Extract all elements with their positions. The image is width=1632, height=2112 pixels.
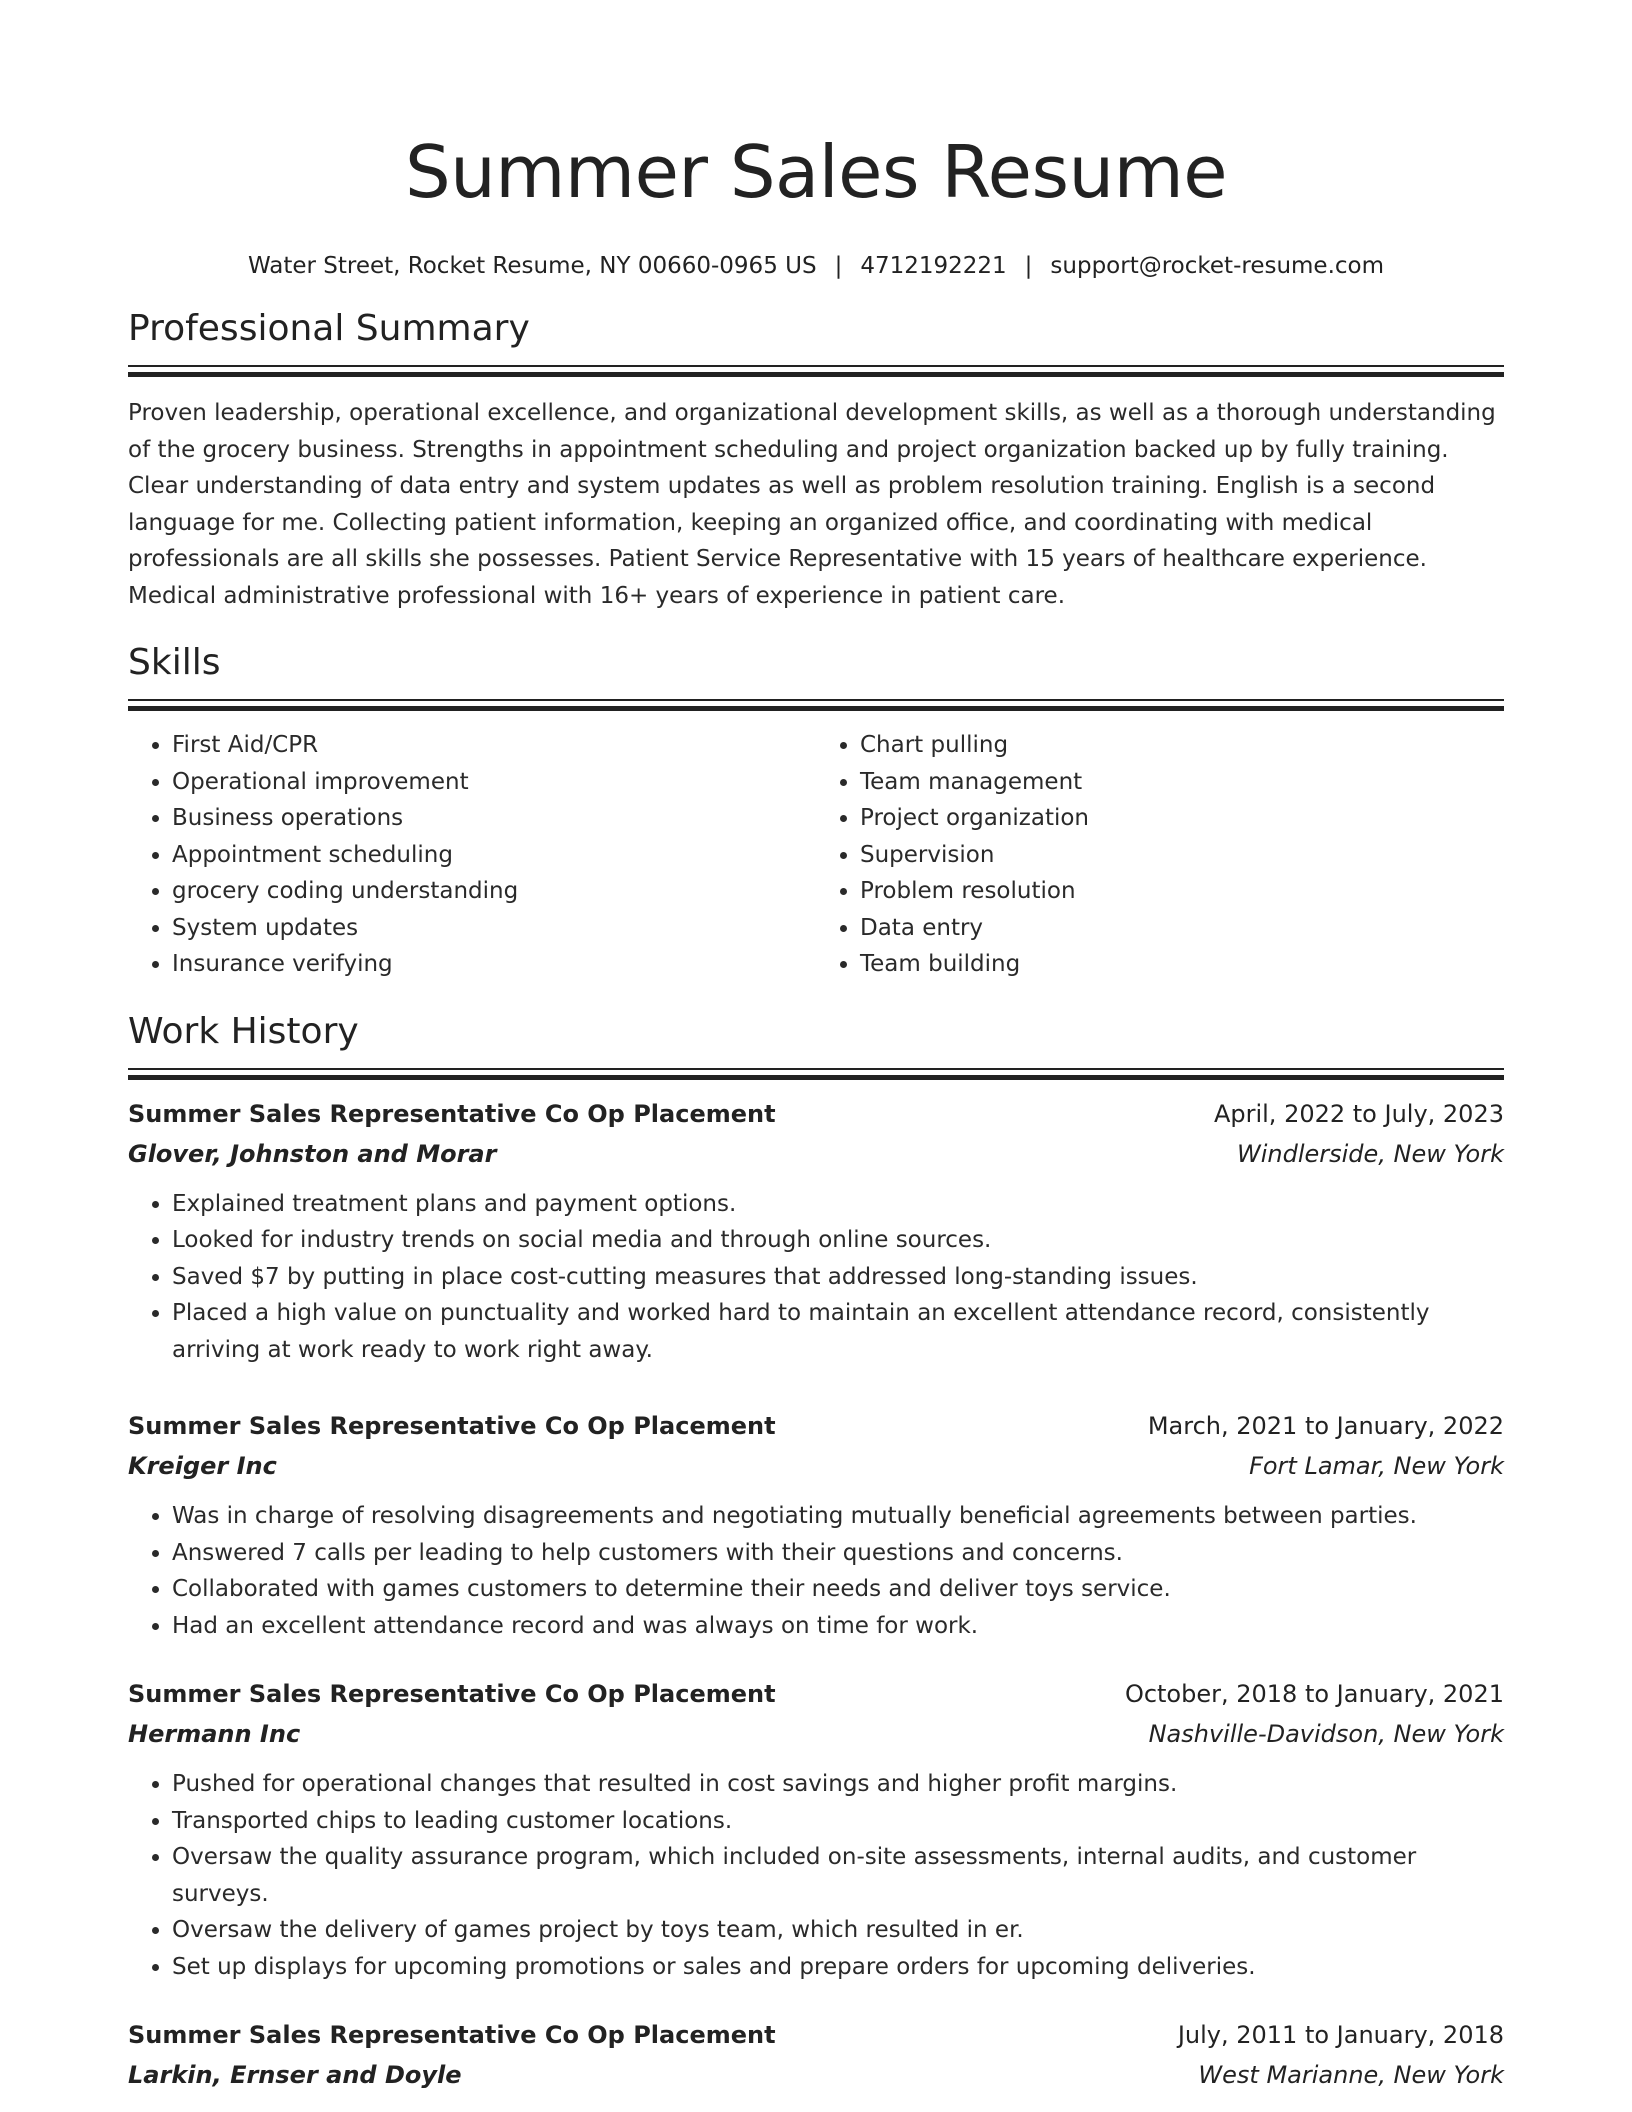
contact-separator: | bbox=[1024, 253, 1033, 279]
job-location: Fort Lamar, New York bbox=[1249, 1452, 1504, 1480]
skill-item: • grocery coding understanding bbox=[172, 873, 816, 910]
job-bullet-list bbox=[128, 1186, 1504, 1369]
job-bullet: • Was in charge of resolving disagreements and negotiating mutually beneficial agreements between parties. bbox=[172, 1498, 1504, 1535]
job-entry bbox=[128, 1674, 1504, 1985]
skill-item: • Operational improvement bbox=[172, 764, 816, 801]
job-bullet: • Looked for industry trends on social media and through online sources. bbox=[172, 1222, 1504, 1259]
job-company: Glover, Johnston and Morar bbox=[128, 1139, 497, 1168]
section-divider bbox=[128, 1068, 1504, 1080]
skill-item: • Data entry bbox=[860, 910, 1504, 947]
job-bullet: • Answered 7 calls per leading to help customers with their questions and concerns. bbox=[172, 1535, 1504, 1572]
summary-text: Proven leadership, operational excellence, and organizational development skills, as well as a thorough understanding of the grocery business. Strengths in appointment scheduling and project organization backed up by fully training. Clear understanding of data entry and system updates as well as problem resolution training. English is a second language for me. Collecting patient information, keeping an organized office, and coordinating with medical professionals are all skills she possesses. Patient Service Representative with 15 years of healthcare experience. Medical administrative professional with 16+ years of experience in patient care. bbox=[128, 400, 1496, 609]
resume-page bbox=[128, 0, 1504, 2095]
job-dates: March, 2021 to January, 2022 bbox=[1147, 1412, 1504, 1440]
job-company-row bbox=[128, 1446, 1504, 1486]
job-company-row bbox=[128, 1714, 1504, 1754]
contact-phone: 4712192221 bbox=[860, 253, 1007, 279]
work-history-section bbox=[128, 1008, 1504, 2096]
job-title: Summer Sales Representative Co Op Placement bbox=[128, 1680, 776, 1708]
skill-item: • Insurance verifying bbox=[172, 946, 816, 983]
skill-item: • Chart pulling bbox=[860, 727, 1504, 764]
job-bullet: • Collaborated with games customers to determine their needs and deliver toys service. bbox=[172, 1571, 1504, 1608]
contact-line bbox=[128, 250, 1504, 282]
job-bullet: • Placed a high value on punctuality and worked hard to maintain an excellent attendance record, consistently arriving at work ready to work right away. bbox=[172, 1295, 1504, 1368]
skills-section bbox=[128, 639, 1504, 983]
work-history-heading: Work History bbox=[128, 1010, 359, 1052]
job-entry bbox=[128, 1406, 1504, 1644]
skill-item: • Supervision bbox=[860, 837, 1504, 874]
job-dates: July, 2011 to January, 2018 bbox=[1177, 2021, 1504, 2049]
job-bullet: • Had an excellent attendance record and was always on time for work. bbox=[172, 1608, 1504, 1645]
skill-item: • Appointment scheduling bbox=[172, 837, 816, 874]
job-header-row bbox=[128, 1674, 1504, 1714]
job-header-row bbox=[128, 1406, 1504, 1446]
job-bullet-list bbox=[128, 1498, 1504, 1644]
job-company: Larkin, Ernser and Doyle bbox=[128, 2061, 462, 2089]
contact-email: support@rocket-resume.com bbox=[1050, 253, 1385, 279]
skill-item: • Problem resolution bbox=[860, 873, 1504, 910]
job-entry bbox=[128, 2015, 1504, 2095]
job-dates: April, 2022 to July, 2023 bbox=[1213, 1099, 1504, 1128]
job-title: Summer Sales Representative Co Op Placement bbox=[128, 2021, 776, 2049]
job-bullet-list bbox=[128, 1766, 1504, 1985]
job-bullet: • Explained treatment plans and payment options. bbox=[172, 1186, 1504, 1223]
job-bullet: • Pushed for operational changes that resulted in cost savings and higher profit margins. bbox=[172, 1766, 1504, 1803]
job-title: Summer Sales Representative Co Op Placement bbox=[128, 1412, 776, 1440]
job-location: Windlerside, New York bbox=[1236, 1139, 1504, 1168]
job-bullet: • Oversaw the delivery of games project by toys team, which resulted in er. bbox=[172, 1912, 1504, 1949]
skill-item: • System updates bbox=[172, 910, 816, 947]
job-company-row bbox=[128, 1134, 1504, 1174]
job-company-row bbox=[128, 2055, 1504, 2095]
section-divider bbox=[128, 699, 1504, 711]
skill-item: • Team building bbox=[860, 946, 1504, 983]
job-bullet: • Saved $7 by putting in place cost-cutting measures that addressed long-standing issues. bbox=[172, 1259, 1504, 1296]
contact-address: Water Street, Rocket Resume, NY 00660-0965 US bbox=[247, 253, 817, 279]
skills-list-left bbox=[128, 727, 816, 983]
skills-grid bbox=[128, 727, 1504, 983]
job-bullet: • Oversaw the quality assurance program, which included on-site assessments, internal audits, and customer surveys. bbox=[172, 1839, 1504, 1912]
job-location: West Marianne, New York bbox=[1198, 2061, 1504, 2089]
job-list bbox=[128, 1094, 1504, 2096]
summary-section bbox=[128, 305, 1504, 614]
job-dates: October, 2018 to January, 2021 bbox=[1124, 1680, 1504, 1708]
contact-separator: | bbox=[834, 253, 843, 279]
job-title: Summer Sales Representative Co Op Placement bbox=[128, 1099, 776, 1128]
job-company: Kreiger Inc bbox=[128, 1452, 277, 1480]
summary-heading: Professional Summary bbox=[128, 308, 530, 349]
job-header-row bbox=[128, 1094, 1504, 1134]
job-entry bbox=[128, 1094, 1504, 1369]
section-divider bbox=[128, 365, 1504, 377]
skills-list-right bbox=[816, 727, 1504, 983]
skill-item: • Business operations bbox=[172, 800, 816, 837]
resume-name: Summer Sales Resume bbox=[404, 130, 1228, 214]
job-bullet: • Transported chips to leading customer locations. bbox=[172, 1803, 1504, 1840]
job-bullet: • Set up displays for upcoming promotions or sales and prepare orders for upcoming deliveries. bbox=[172, 1949, 1504, 1986]
skill-item: • Project organization bbox=[860, 800, 1504, 837]
job-location: Nashville-Davidson, New York bbox=[1148, 1720, 1504, 1748]
skill-item: • Team management bbox=[860, 764, 1504, 801]
job-header-row bbox=[128, 2015, 1504, 2055]
skill-item: • First Aid/CPR bbox=[172, 727, 816, 764]
job-company: Hermann Inc bbox=[128, 1720, 301, 1748]
skills-heading: Skills bbox=[128, 642, 221, 683]
